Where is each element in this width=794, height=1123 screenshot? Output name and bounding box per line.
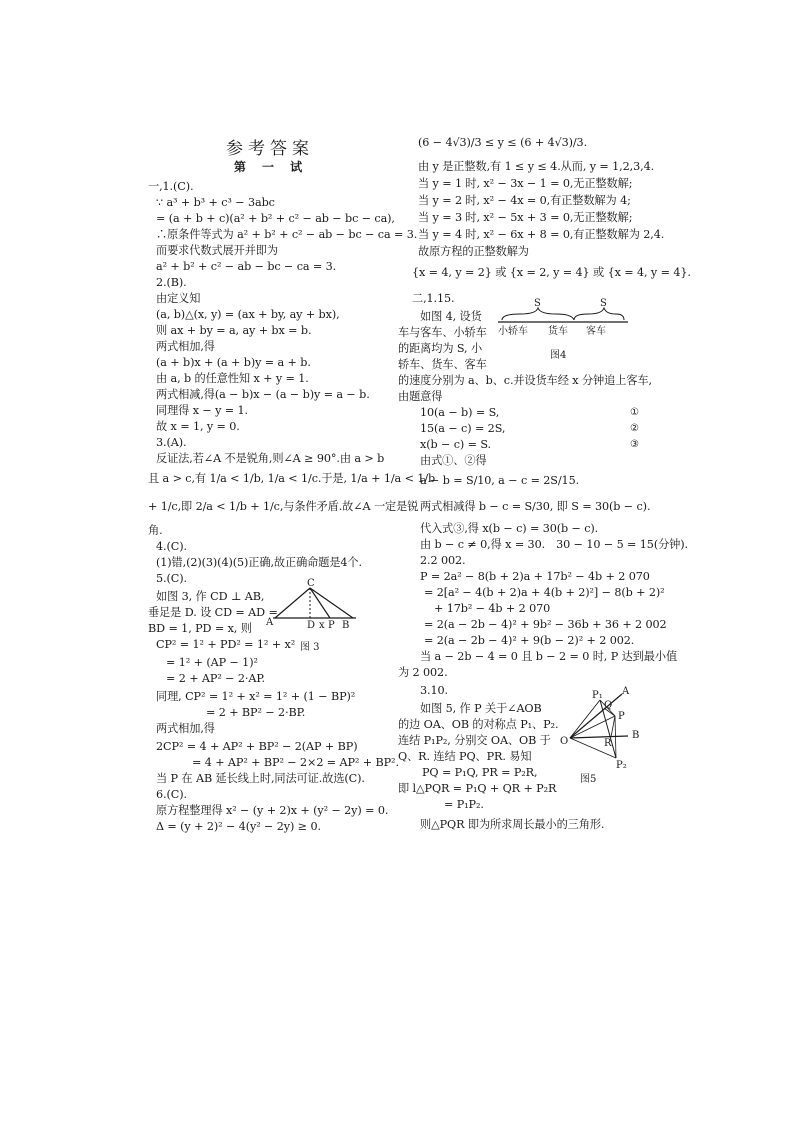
label-x: x xyxy=(319,620,325,631)
distance-brace-1 xyxy=(502,308,574,320)
label-a: A xyxy=(622,686,630,697)
equation-1: 10(a − b) = S, xyxy=(420,406,500,419)
label-r: R xyxy=(604,738,612,749)
text-line: 且 a > c,有 1/a < 1/b, 1/a < 1/c.于是, 1/a + 1/a < 1/b xyxy=(148,472,436,485)
text-line: a² + b² + c² − ab − bc − ca = 3. xyxy=(156,260,337,273)
text-line: 由 b − c ≠ 0,得 x = 30. 30 − 10 − 5 = 15(分钟). xyxy=(420,538,688,551)
text-line: 5.(C). xyxy=(156,572,187,585)
text-line: ∴原条件等式为 a² + b² + c² − ab − bc − ca = 3. xyxy=(156,228,418,241)
equation-2: 15(a − c) = 2S, xyxy=(420,422,506,435)
label-q: Q xyxy=(604,700,613,711)
text-line: = 1² + (AP − 1)² xyxy=(166,656,258,669)
text-line: 由式①、②得 xyxy=(420,454,487,467)
segment-pr xyxy=(611,716,615,737)
text-line: 2.(B). xyxy=(156,276,187,289)
text-line: 角. xyxy=(148,524,163,537)
text-line: 车与客车、小轿车 xyxy=(398,326,487,339)
label-p: P xyxy=(328,620,335,631)
text-line: 如图 4, 设货 xyxy=(420,310,482,323)
text-line: 由定义知 xyxy=(156,292,201,305)
text-line: 而要求代数式展开并即为 xyxy=(156,244,278,257)
text-line: 当 y = 4 时, x² − 6x + 8 = 0,有正整数解为 2,4. xyxy=(418,228,665,241)
text-line: 2CP² = 4 + AP² + BP² − 2(AP + BP) xyxy=(156,740,358,753)
text-line: 二,1.15. xyxy=(412,292,455,305)
text-line: (a + b)x + (a + b)y = a + b. xyxy=(156,356,311,369)
label-b: B xyxy=(342,620,350,631)
equation-number-2: ② xyxy=(630,423,639,434)
figure-5 xyxy=(560,686,670,786)
text-line: 反证法,若∠A 不是锐角,则∠A ≥ 90°.由 a > b xyxy=(156,452,385,465)
text-line: 的速度分别为 a、b、c.并设货车经 x 分钟追上客车, xyxy=(398,374,652,387)
text-line: 轿车、货车、客车 xyxy=(398,358,487,371)
text-line: 代入式③,得 x(b − c) = 30(b − c). xyxy=(420,522,599,535)
text-line: (a, b)△(x, y) = (ax + by, ay + bx), xyxy=(156,308,340,321)
text-line: = 2(a − 2b − 4)² + 9b² − 36b + 36 + 2 002 xyxy=(424,618,667,631)
text-line: 当 y = 3 时, x² − 5x + 3 = 0,无正整数解; xyxy=(418,211,633,224)
text-line: (6 − 4√3)/3 ≤ y ≤ (6 + 4√3)/3. xyxy=(418,136,588,149)
text-line: 两式相减,得(a − b)x − (a − b)y = a − b. xyxy=(156,388,370,401)
text-line: = (a + b + c)(a² + b² + c² − ab − bc − ca), xyxy=(156,212,395,225)
text-line: 当 y = 2 时, x² − 4x = 0,有正整数解为 4; xyxy=(418,194,631,207)
figure-caption: 图5 xyxy=(580,774,597,785)
text-line: Q、R. 连结 PQ、PR. 易知 xyxy=(398,750,532,763)
text-line: 一,1.(C). xyxy=(148,180,194,193)
text-line: = 2 + AP² − 2·AP. xyxy=(166,672,265,685)
label-a: A xyxy=(266,617,274,628)
text-line: 原方程整理得 x² − (y + 2)x + (y² − 2y) = 0. xyxy=(156,804,389,817)
text-line: 两式相加,得 xyxy=(156,340,215,353)
text-line: ∵ a³ + b³ + c³ − 3abc xyxy=(156,196,275,209)
text-line: a − b = S/10, a − c = 2S/15. xyxy=(420,474,580,487)
label-s1: S xyxy=(534,298,541,309)
text-line: 3.10. xyxy=(420,684,448,697)
text-line: 则△PQR 即为所求周长最小的三角形. xyxy=(420,818,605,831)
label-truck: 货车 xyxy=(548,326,568,337)
text-line: Δ = (y + 2)² − 4(y² − 2y) ≥ 0. xyxy=(156,820,321,833)
text-line: CP² = 1² + PD² = 1² + x² xyxy=(156,638,296,651)
segment-ca xyxy=(275,588,310,618)
label-p1: P₁ xyxy=(592,690,603,701)
text-line: 6.(C). xyxy=(156,788,187,801)
text-line: 4.(C). xyxy=(156,540,187,553)
label-bus: 客车 xyxy=(586,326,606,337)
label-car: 小轿车 xyxy=(498,326,528,337)
text-line: = 2(a − 2b − 4)² + 9(b − 2)² + 2 002. xyxy=(424,634,635,647)
equation-number-1: ① xyxy=(630,407,639,418)
text-line: 垂足是 D. 设 CD = AD = xyxy=(148,606,278,619)
text-line: P = 2a² − 8(b + 2)a + 17b² − 4b + 2 070 xyxy=(420,570,650,583)
equation-3: x(b − c) = S. xyxy=(420,438,491,451)
figure-caption: 图4 xyxy=(550,350,567,361)
text-line: PQ = P₁Q, PR = P₂R, xyxy=(422,766,538,779)
text-line: 如图 3, 作 CD ⊥ AB, xyxy=(156,590,265,603)
text-line: 如图 5, 作 P 关于∠AOB xyxy=(420,702,542,715)
text-line: 由 y 是正整数,有 1 ≤ y ≤ 4.从而, y = 1,2,3,4. xyxy=(418,160,655,173)
segment-pp2 xyxy=(615,716,616,758)
segment-op1 xyxy=(570,700,600,738)
text-line: = 4 + AP² + BP² − 2×2 = AP² + BP². xyxy=(192,756,399,769)
text-line: = 2[a² − 4(b + 2)a + 4(b + 2)²] − 8(b + 2)² xyxy=(424,586,665,599)
text-line: 的边 OA、OB 的对称点 P₁、P₂. xyxy=(398,718,559,731)
text-line: + 1/c,即 2/a < 1/b + 1/c,与条件矛盾.故∠A 一定是锐 xyxy=(148,500,419,513)
text-line: 2.2 002. xyxy=(420,554,466,567)
equation-number-3: ③ xyxy=(630,439,639,450)
text-line: 3.(A). xyxy=(156,436,187,449)
text-line: 连结 P₁P₂, 分别交 OA、OB 于 xyxy=(398,734,551,747)
text-line: 当 P 在 AB 延长线上时,同法可证.故选(C). xyxy=(156,772,365,785)
ray-ob xyxy=(570,736,628,738)
figure-3 xyxy=(266,578,380,658)
label-d: D xyxy=(307,620,316,631)
text-line: BD = 1, PD = x, 则 xyxy=(148,622,252,635)
text-line: 两式相加,得 xyxy=(156,722,215,735)
text-line: = P₁P₂. xyxy=(444,798,484,811)
text-line: 两式相减得 b − c = S/30, 即 S = 30(b − c). xyxy=(420,500,651,513)
label-c: C xyxy=(307,578,315,589)
label-p: P xyxy=(618,711,625,722)
text-line: (1)错,(2)(3)(4)(5)正确,故正确命题是4个. xyxy=(156,556,362,569)
text-line: 故原方程的正整数解为 xyxy=(418,245,529,258)
label-s2: S xyxy=(600,298,607,309)
label-p2: P₂ xyxy=(616,760,627,771)
figure-4 xyxy=(494,298,634,366)
label-b: B xyxy=(632,730,640,741)
section-title: 第 一 试 xyxy=(233,160,309,174)
figure-caption: 图 3 xyxy=(300,642,320,653)
text-line: 当 y = 1 时, x² − 3x − 1 = 0,无正整数解; xyxy=(418,177,633,190)
text-line: 由 a, b 的任意性知 x + y = 1. xyxy=(156,372,309,385)
text-line: 当 a − 2b − 4 = 0 且 b − 2 = 0 时, P 达到最小值 xyxy=(420,650,678,663)
text-line: 的距离均为 S, 小 xyxy=(398,342,483,355)
text-line: 即 l△PQR = P₁Q + QR + P₂R xyxy=(398,782,557,795)
distance-brace-2 xyxy=(574,308,624,320)
text-line: 故 x = 1, y = 0. xyxy=(156,420,240,433)
text-line: + 17b² − 4b + 2 070 xyxy=(434,602,551,615)
segment-cb xyxy=(310,588,353,618)
text-line: 则 ax + by = a, ay + bx = b. xyxy=(156,324,312,337)
text-line: 同理得 x − y = 1. xyxy=(156,404,248,417)
text-line: 同理, CP² = 1² + x² = 1² + (1 − BP)² xyxy=(156,690,356,703)
text-line: = 2 + BP² − 2·BP. xyxy=(206,706,306,719)
text-line: 由题意得 xyxy=(398,390,443,403)
segment-cp xyxy=(310,588,330,618)
page-title: 参考答案 xyxy=(226,139,314,159)
label-o: O xyxy=(560,736,569,747)
text-line: {x = 4, y = 2} 或 {x = 2, y = 4} 或 {x = 4, y = 4}. xyxy=(412,266,691,279)
text-line: 为 2 002. xyxy=(398,666,448,679)
